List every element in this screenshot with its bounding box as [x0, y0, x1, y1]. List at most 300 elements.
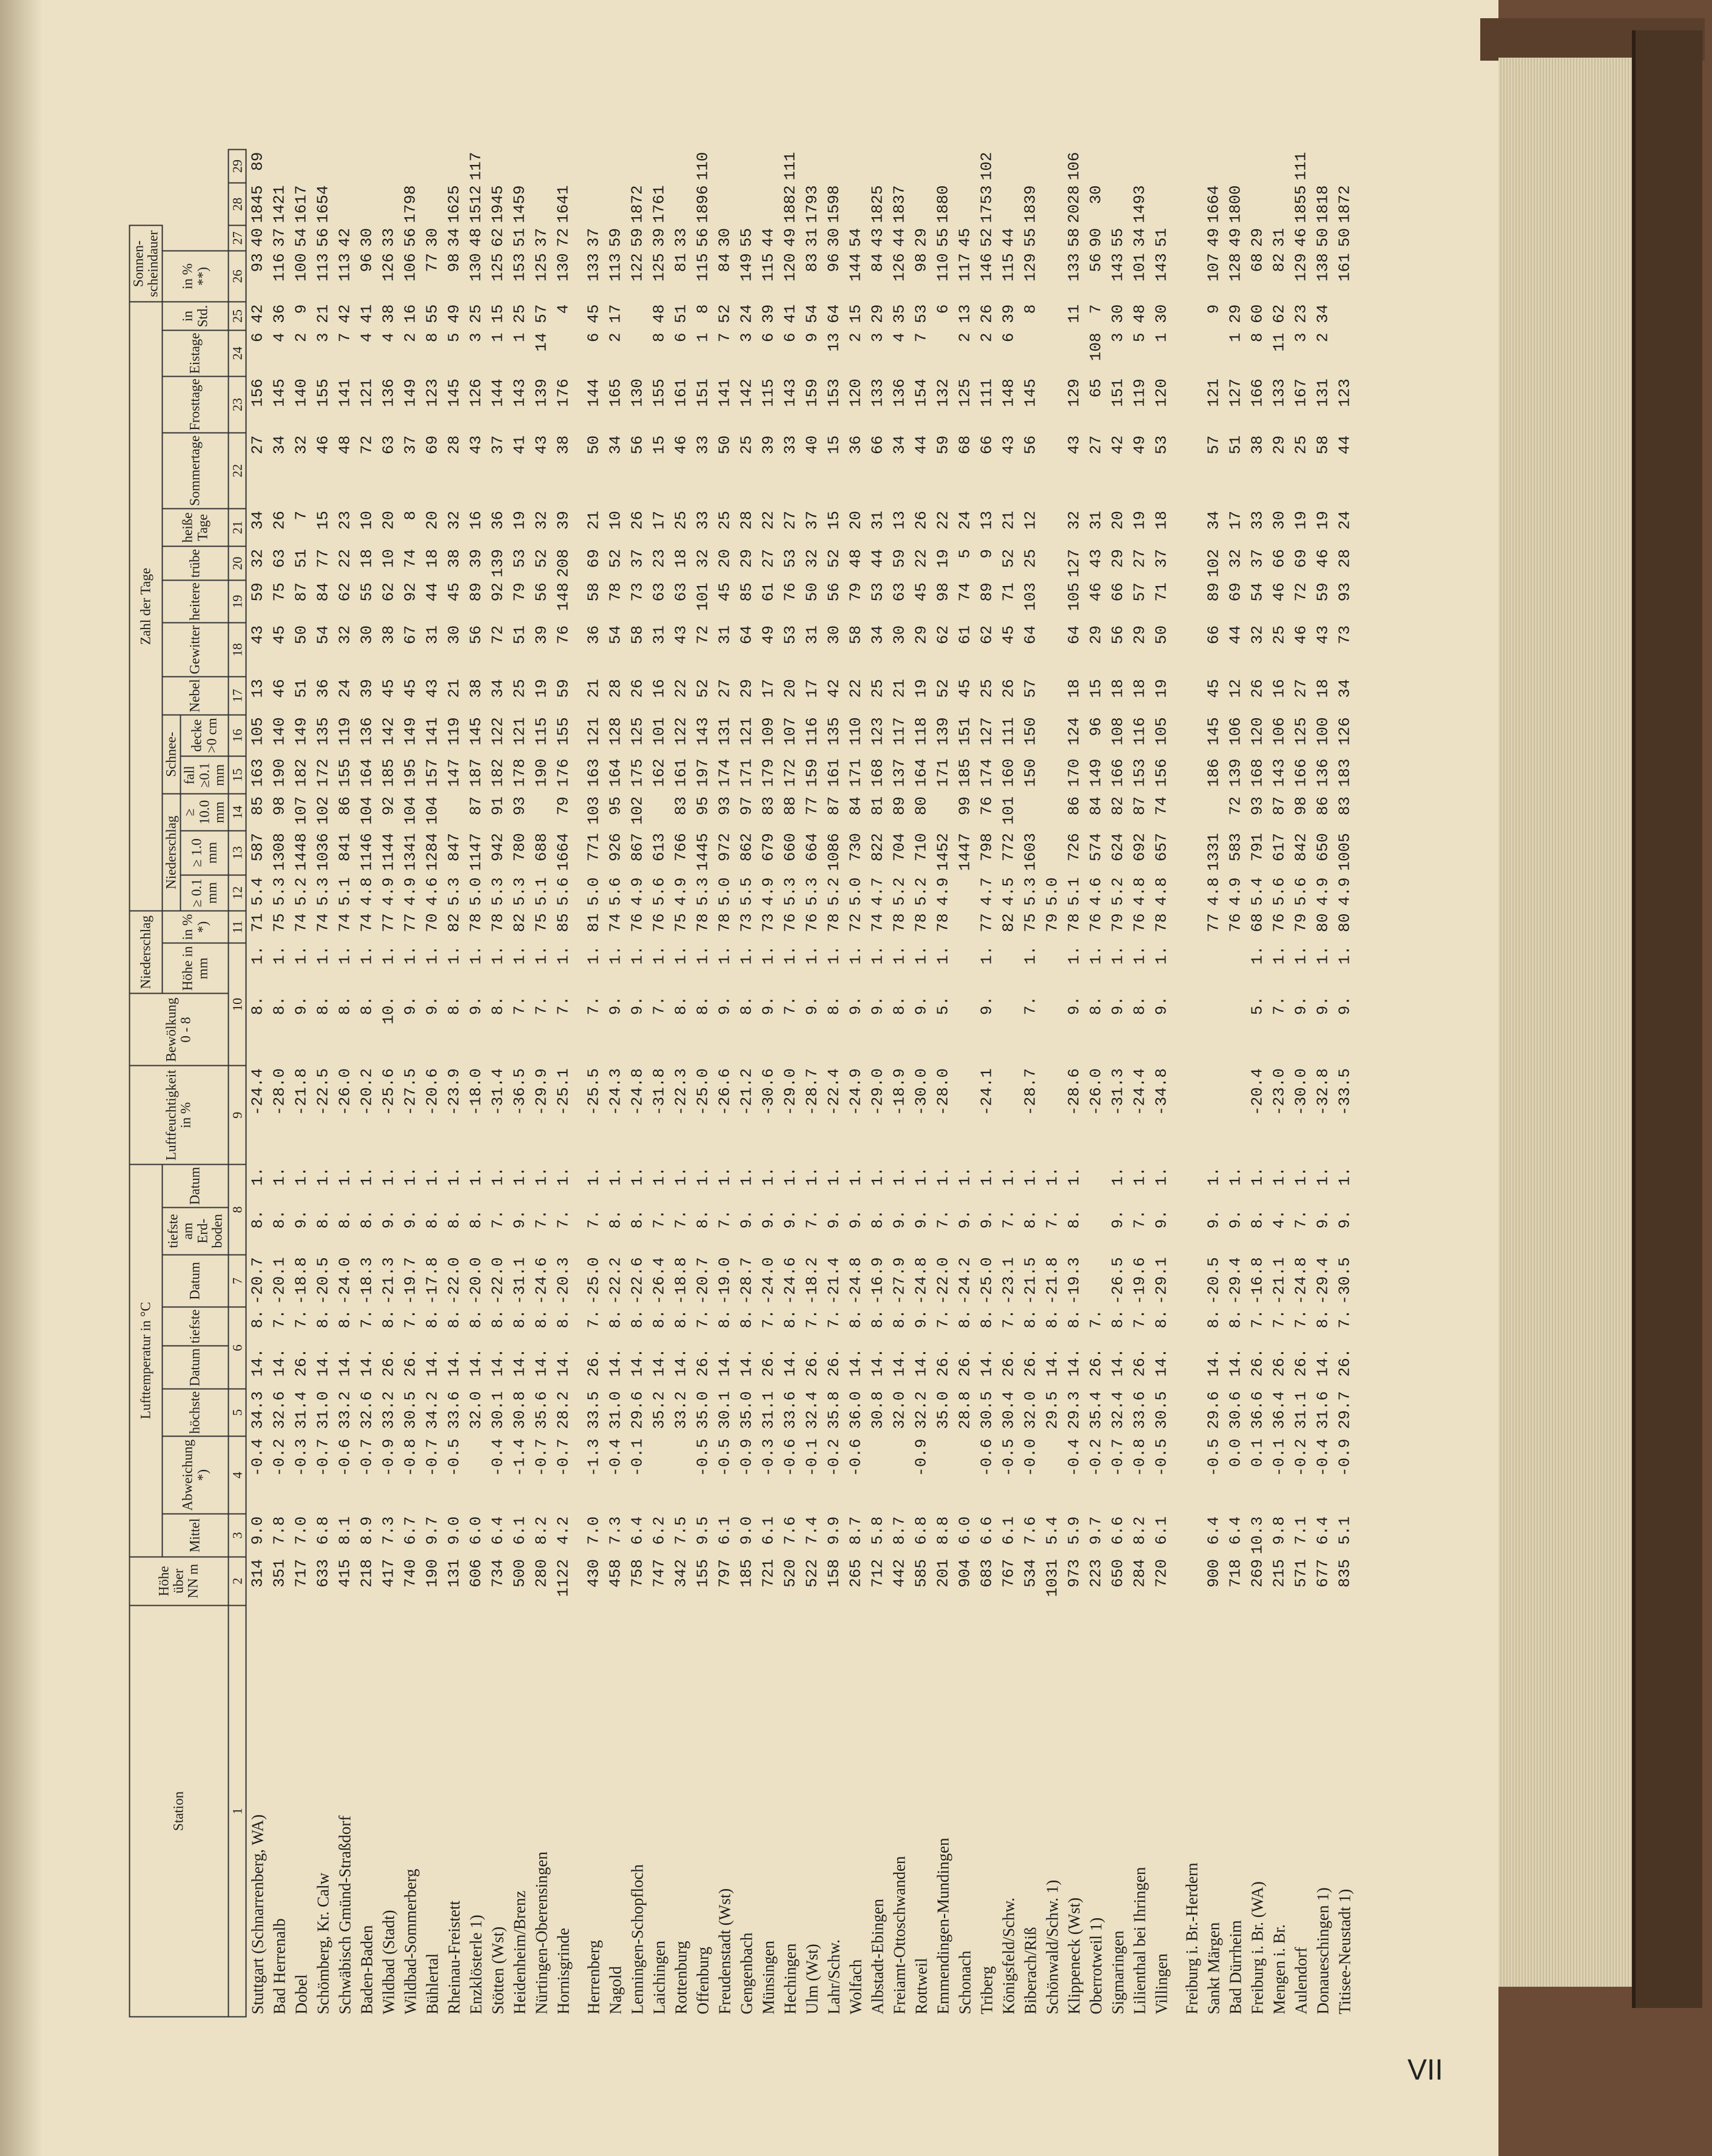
station-name: Freiamt-Ottoschwanden [890, 1856, 909, 2015]
table-cell: 73 [1335, 625, 1354, 645]
table-cell: 76 [803, 913, 821, 932]
table-cell [530, 150, 552, 183]
table-cell: 96 [1087, 717, 1105, 736]
table-cell: 149 [292, 717, 311, 746]
table-cell: -23.9 [445, 1068, 463, 1116]
table-cell: 25 [510, 679, 529, 698]
table-cell: -20.7 [248, 1257, 267, 1305]
table-cell: 30.8 [510, 1391, 529, 1429]
table-cell: 90 [1087, 227, 1105, 248]
mean-header: Mittel [163, 1514, 229, 1557]
table-cell: 127 [977, 717, 996, 746]
table-row [356, 150, 377, 2017]
table-cell: 174 [977, 758, 996, 787]
table-cell: 55 [423, 304, 442, 323]
table-cell: 33 [379, 227, 398, 248]
table-cell: 61 [955, 625, 974, 645]
table-cell: 26 [977, 304, 996, 323]
table-cell: 8. [1226, 1309, 1245, 1329]
spacer-cell [1172, 150, 1181, 2017]
table-cell: 30 [1108, 304, 1127, 323]
column-number: 12 [228, 875, 246, 911]
table-cell: 87 [1270, 796, 1289, 816]
table-cell: 8 [693, 304, 712, 314]
table-cell: 9 [1204, 304, 1223, 314]
table-cell: 28 [737, 511, 756, 530]
table-cell: 93 [510, 796, 529, 816]
table-cell: 26 [912, 511, 931, 530]
table-cell: 31 [1087, 511, 1105, 530]
table-cell: 1. [335, 945, 354, 965]
table-cell: 2 [955, 332, 974, 343]
table-cell: 14. [890, 1348, 909, 1377]
table-cell: 93 [1335, 582, 1354, 602]
table-cell: 43 [467, 435, 485, 455]
table-cell: 9. [1108, 995, 1127, 1016]
table-cell: 1284 [423, 833, 442, 871]
table-cell: 1. [1248, 1167, 1267, 1186]
table-cell: -31.4 [488, 1068, 507, 1116]
table-cell: 30 [1152, 304, 1171, 323]
table-row [910, 150, 932, 2017]
table-cell: 164 [606, 758, 625, 787]
table-row [487, 150, 508, 2017]
table-cell: 9. [1292, 995, 1310, 1016]
column-number: 9 [228, 1066, 246, 1164]
table-cell [1019, 150, 1041, 183]
table-cell [1041, 623, 1063, 676]
table-cell: 14. [423, 1348, 442, 1377]
table-cell: 522 [803, 1559, 821, 1588]
table-cell: -17.8 [423, 1257, 442, 1305]
table-cell: 7. [803, 1309, 821, 1329]
table-cell: -0.7 [1108, 1438, 1127, 1477]
table-cell: 55 [1021, 227, 1040, 248]
column-number: 3 [228, 1514, 246, 1557]
table-cell [1041, 994, 1063, 1066]
table-cell: 21 [445, 679, 463, 698]
table-cell: 19 [934, 549, 952, 568]
table-cell: 137 [890, 758, 909, 787]
table-cell: 1. [270, 1167, 289, 1186]
station-name: Emmendingen-Mundingen [934, 1838, 952, 2015]
table-cell [1333, 150, 1355, 183]
table-cell: 123 [1335, 379, 1354, 407]
table-cell: 111 [999, 717, 1018, 746]
table-cell: 45 [270, 625, 289, 645]
table-cell: 39 [357, 679, 376, 698]
table-cell: 1. [423, 945, 442, 965]
table-cell: -0.1 [628, 1438, 647, 1477]
table-row [779, 150, 801, 2017]
table-cell [844, 183, 866, 225]
table-cell: 7. [510, 995, 529, 1016]
table-cell: 144 [488, 379, 507, 407]
table-cell: 123 [423, 379, 442, 407]
table-cell: 11 [1270, 332, 1289, 352]
table-cell: 15 [824, 435, 843, 455]
table-cell: 113 [314, 253, 332, 282]
table-cell: 105 [248, 717, 267, 746]
table-cell [823, 150, 844, 183]
table-row [1019, 150, 1041, 2017]
table-cell: 6 [759, 332, 778, 343]
station-name: Hechingen [781, 1943, 800, 2015]
table-cell: 146 [977, 253, 996, 282]
table-cell: 8. [270, 1210, 289, 1229]
table-cell: 56 [1021, 435, 1040, 455]
station-name: Nürtingen-Oberensingen [532, 1851, 551, 2015]
table-cell: 77 [803, 796, 821, 816]
table-cell: 8. [781, 1309, 800, 1329]
table-cell: 32.0 [1021, 1391, 1040, 1429]
table-cell: 126 [890, 253, 909, 282]
table-cell: 57 [1130, 582, 1149, 602]
table-cell: 78 [693, 913, 712, 932]
table-cell: 1798 [401, 185, 420, 223]
table-cell: 106 [1270, 717, 1289, 746]
table-cell: 44 [912, 435, 931, 455]
table-cell: 5.9 [1065, 1516, 1083, 1545]
table-cell: 76 [1087, 913, 1105, 932]
table-cell: 145 [1204, 717, 1223, 746]
table-cell: 45 [912, 582, 931, 602]
table-cell: 34 [248, 511, 267, 530]
table-cell: 5.1 [335, 877, 354, 906]
table-cell: 8. [1087, 995, 1105, 1016]
table-cell: 57 [532, 304, 551, 323]
table-cell: 36.6 [1248, 1391, 1267, 1429]
table-cell: 84 [868, 253, 887, 272]
table-cell [1041, 150, 1063, 183]
table-cell: 926 [606, 833, 625, 861]
table-cell: 50 [584, 435, 603, 455]
table-cell: 28 [445, 435, 463, 455]
table-cell: 98 [934, 582, 952, 602]
table-cell: 8. [510, 1309, 529, 1329]
table-cell: 69 [584, 549, 603, 568]
table-row [866, 150, 888, 2017]
table-cell: 6.8 [912, 1516, 931, 1545]
table-cell: 6.1 [510, 1516, 529, 1545]
table-cell: 130 [467, 253, 485, 282]
table-cell: 16 [650, 679, 669, 698]
table-cell: 72 [846, 913, 865, 932]
table-cell: 8. [868, 1210, 887, 1229]
table-cell: 50 [803, 582, 821, 602]
table-cell: -0.8 [1130, 1438, 1149, 1477]
table-cell: 130 [628, 379, 647, 407]
table-cell: -30.0 [1292, 1068, 1310, 1116]
table-cell: 43 [423, 679, 442, 698]
table-cell: 269 [1248, 1559, 1267, 1588]
table-cell: 74 [1152, 796, 1171, 816]
table-cell [648, 150, 670, 183]
table-cell: 34 [1130, 227, 1149, 248]
table-cell: 80 [912, 796, 931, 816]
table-cell: 52 [977, 227, 996, 248]
table-cell: 143 [1270, 758, 1289, 787]
table-cell: 39 [759, 304, 778, 323]
table-cell: 63 [672, 582, 690, 602]
column-number: 25 [228, 302, 246, 331]
table-cell: 1. [1043, 1167, 1062, 1186]
table-cell: 143 [1152, 253, 1171, 282]
station-name: Stuttgart (Schnarrenberg, WA) [248, 1814, 267, 2015]
table-cell: 87 [467, 796, 485, 816]
table-cell [268, 150, 290, 183]
table-cell: 1. [846, 945, 865, 965]
table-cell: -29.4 [1313, 1257, 1332, 1305]
table-cell: 22 [335, 549, 354, 568]
table-cell: 24 [737, 304, 756, 323]
table-cell: 74 [335, 913, 354, 932]
table-cell: 8. [379, 1309, 398, 1329]
table-cell: 33.2 [379, 1391, 398, 1429]
table-cell [334, 150, 356, 183]
table-cell: 5.2 [292, 877, 311, 906]
table-cell: 41 [510, 435, 529, 455]
table-cell: 43 [1065, 435, 1083, 455]
table-cell: 197 [693, 758, 712, 787]
table-cell: 84 [846, 796, 865, 816]
table-cell: 117 [467, 152, 485, 181]
table-cell: 8. [890, 995, 909, 1016]
table-cell: 314 [248, 1559, 267, 1588]
table-cell: -28.7 [737, 1257, 756, 1305]
table-cell: 179 [759, 758, 778, 787]
table-cell [530, 183, 552, 225]
table-cell: 5.1 [532, 877, 551, 906]
table-row [713, 150, 735, 2017]
table-cell: 14. [532, 1348, 551, 1377]
table-cell [1181, 1207, 1202, 1255]
table-cell: -0.8 [401, 1438, 420, 1477]
table-cell: 5.3 [488, 877, 507, 906]
table-cell: 2028 [1065, 185, 1083, 223]
table-cell: 131 [1313, 379, 1332, 407]
table-cell: 58 [846, 625, 865, 645]
table-cell: 1. [715, 945, 734, 965]
table-cell: 85 [554, 913, 573, 932]
table-cell: 14. [1313, 1348, 1332, 1377]
table-cell: -0.9 [379, 1438, 398, 1477]
table-cell: 29 [1270, 435, 1289, 455]
table-cell: 34.3 [248, 1391, 267, 1429]
table-cell [1181, 715, 1202, 756]
table-cell: 176 [554, 379, 573, 407]
table-cell: 8. [955, 1309, 974, 1329]
table-cell: 7. [1270, 1309, 1289, 1329]
table-cell [1224, 1066, 1246, 1164]
table-cell: 19 [1313, 511, 1332, 530]
table-cell: 30 [445, 625, 463, 645]
table-cell: 41 [357, 304, 376, 323]
table-cell: 4.9 [1313, 877, 1332, 906]
table-row [823, 150, 844, 2017]
table-cell: 161 [1335, 253, 1354, 282]
table-cell [1202, 994, 1224, 1066]
table-cell: 1. [999, 1167, 1018, 1186]
table-cell [932, 330, 954, 376]
table-cell: 1. [270, 945, 289, 965]
table-cell: 1. [781, 1167, 800, 1186]
column-number: 24 [228, 330, 246, 376]
table-cell: 1341 [401, 833, 420, 871]
deviation-header: Abweichung *) [163, 1437, 229, 1514]
table-cell: -18.8 [672, 1257, 690, 1305]
table-cell: 6 [999, 332, 1018, 343]
table-cell: -0.9 [1335, 1438, 1354, 1477]
table-cell: 111 [1292, 152, 1310, 181]
table-cell: 55 [1108, 227, 1127, 248]
table-cell: 13 [977, 511, 996, 530]
table-cell: -30.0 [912, 1068, 931, 1116]
table-cell: 8. [737, 995, 756, 1016]
table-cell: -19.6 [1130, 1257, 1149, 1305]
station-name: Klippeneck (Wst) [1065, 1897, 1083, 2015]
table-cell: 70 [423, 913, 442, 932]
table-cell: 97 [737, 796, 756, 816]
table-cell [1181, 1307, 1202, 1346]
precip-height-header: Höhe in mm [163, 943, 229, 994]
table-cell: 46 [270, 679, 289, 698]
table-cell: 6.4 [488, 1516, 507, 1545]
table-cell: 8. [737, 1309, 756, 1329]
table-cell: 442 [890, 1559, 909, 1588]
table-cell: 4.9 [401, 877, 420, 906]
table-cell: -0.4 [488, 1438, 507, 1477]
table-cell: -24.8 [628, 1068, 647, 1116]
table-cell: 155 [335, 758, 354, 787]
table-cell: 150 [1021, 758, 1040, 787]
table-cell: 75 [1021, 913, 1040, 932]
table-cell: 43 [672, 625, 690, 645]
table-cell: 38 [554, 435, 573, 455]
table-cell: 1. [1248, 945, 1267, 965]
table-cell: 23 [1292, 304, 1310, 323]
column-number: 21 [228, 508, 246, 547]
table-cell: -0.2 [824, 1438, 843, 1477]
table-cell: 5.0 [846, 877, 865, 906]
table-cell: 72 [693, 625, 712, 645]
table-cell: 69 [1226, 582, 1245, 602]
table-cell: 8. [467, 1309, 485, 1329]
table-cell [1041, 376, 1063, 433]
table-cell: 9 [803, 332, 821, 343]
table-cell: 351 [270, 1559, 289, 1588]
station-name: Lenningen-Schopfloch [628, 1864, 647, 2015]
table-cell: 1. [532, 1167, 551, 1186]
book-cover-spine [1632, 30, 1702, 2008]
table-cell: 8.9 [357, 1516, 376, 1545]
table-cell [312, 150, 334, 183]
table-cell: -27.5 [401, 1068, 420, 1116]
table-cell: 80 [1335, 913, 1354, 932]
table-cell: 143 [693, 717, 712, 746]
table-cell: 115 [532, 717, 551, 746]
table-cell: 82 [510, 913, 529, 932]
table-cell: 64 [824, 304, 843, 323]
station-name: Bad Herrenalb [270, 1918, 289, 2015]
table-cell: 52 [715, 304, 734, 323]
table-cell: 37 [1152, 549, 1171, 568]
table-cell: 83 [1335, 796, 1354, 816]
table-cell: 107 [1204, 253, 1223, 282]
table-cell: -25.1 [554, 1068, 573, 1116]
table-cell: 19 [912, 679, 931, 698]
table-cell: 32 [803, 549, 821, 568]
table-cell: -25.0 [584, 1257, 603, 1305]
table-cell: 34 [1204, 511, 1223, 530]
table-cell: 131 [715, 717, 734, 746]
table-cell: 1. [693, 945, 712, 965]
table-cell: 51 [292, 549, 311, 568]
table-cell: 1. [445, 945, 463, 965]
table-cell: -26.5 [1108, 1257, 1127, 1305]
table-cell: 25 [1292, 435, 1310, 455]
table-cell: -18.2 [803, 1257, 821, 1305]
table-cell: 9. [977, 995, 996, 1016]
table-cell: 23 [335, 511, 354, 530]
table-cell: 717 [292, 1559, 311, 1588]
table-cell: 5 [955, 549, 974, 559]
table-cell: 1. [672, 1167, 690, 1186]
table-cell: 9. [1313, 1210, 1332, 1229]
table-cell: 1. [1108, 945, 1127, 965]
table-cell: 6 [934, 304, 952, 314]
table-cell: 175 [628, 758, 647, 787]
table-cell: 7. [781, 995, 800, 1016]
table-cell [1041, 1437, 1063, 1514]
table-cell: 18 [423, 549, 442, 568]
station-name: Freiburg i. Br. (WA) [1248, 1881, 1267, 2015]
table-cell: 520 [781, 1559, 800, 1588]
table-cell: 145 [467, 717, 485, 746]
table-cell: 34 [606, 435, 625, 455]
table-cell: 8. [357, 995, 376, 1016]
table-cell: -16.8 [1248, 1257, 1267, 1305]
column-number: 13 [228, 830, 246, 875]
table-row [399, 150, 421, 2017]
table-cell: 103 [1021, 582, 1040, 611]
summer-days-header: Sommertage [163, 433, 229, 508]
table-cell: -24.6 [781, 1257, 800, 1305]
table-cell: 49 [759, 625, 778, 645]
table-cell: 6.6 [977, 1516, 996, 1545]
table-cell: 182 [292, 758, 311, 787]
table-cell: 29.6 [628, 1391, 647, 1429]
table-cell: 83 [759, 796, 778, 816]
table-cell: 1147 [467, 833, 485, 871]
table-cell: 1761 [650, 185, 669, 223]
table-cell: 4.5 [999, 877, 1018, 906]
table-cell: 9. [606, 995, 625, 1016]
table-cell: 574 [1087, 833, 1105, 861]
table-cell: 85 [248, 796, 267, 816]
table-cell: 534 [1021, 1559, 1040, 1588]
table-cell: 6 [672, 332, 690, 343]
table-cell: 51 [292, 679, 311, 698]
table-cell: 1331 [1204, 833, 1223, 871]
table-cell: 9.7 [1087, 1516, 1105, 1545]
table-cell: 149 [1087, 758, 1105, 787]
table-cell: 4.6 [1087, 877, 1105, 906]
table-cell: 583 [1226, 833, 1245, 861]
table-cell: 54 [846, 227, 865, 248]
table-row [604, 150, 626, 2017]
table-cell: 165 [606, 379, 625, 407]
